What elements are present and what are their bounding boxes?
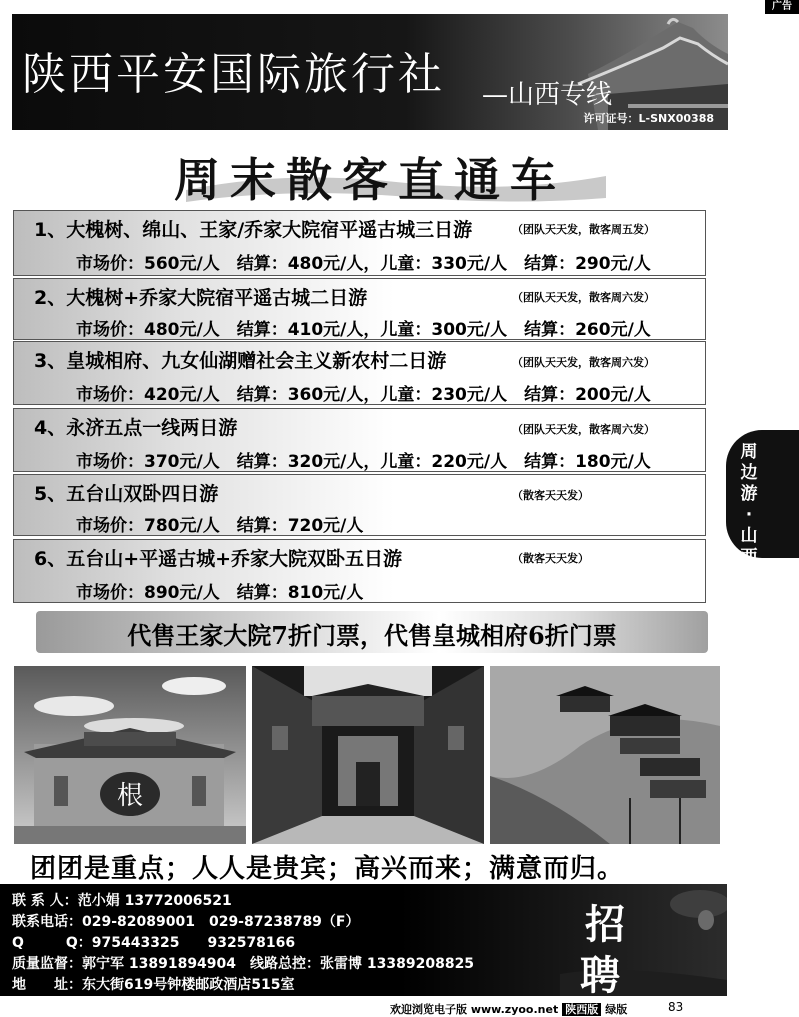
photo-hanging-temple bbox=[490, 666, 720, 844]
tour-item-2 bbox=[13, 278, 706, 340]
contact-phone: 联系电话：029-82089001 029-87238789（F） bbox=[12, 914, 360, 930]
contact-quality-supervision: 质量监督：郭宁军 13891894904 线路总控：张雷博 13389208825 bbox=[12, 956, 475, 972]
ad-tag: 广告 bbox=[765, 0, 799, 14]
tour-price: 市场价：480元/人 结算：410元/人，儿童：300元/人 结算：260元/人 bbox=[76, 320, 651, 340]
slogan: 团团是重点；人人是贵宾；高兴而来；满意而归。 bbox=[30, 854, 625, 884]
side-tab-label: 周边游·山西 bbox=[740, 442, 758, 567]
photo-sign-text: 根 bbox=[116, 781, 144, 811]
tour-name: 4、永济五点一线两日游 bbox=[34, 417, 238, 439]
recruit-char-1: 招 bbox=[585, 901, 625, 948]
tour-name: 6、五台山+平遥古城+乔家大院双卧五日游 bbox=[34, 548, 403, 570]
tour-price: 市场价：890元/人 结算：810元/人 bbox=[76, 583, 364, 603]
tour-price: 市场价：420元/人 结算：360元/人，儿童：230元/人 结算：200元/人 bbox=[76, 385, 651, 405]
footer-color: 绿版 bbox=[605, 1003, 628, 1016]
tour-departure-note: （团队天天发，散客周六发） bbox=[512, 423, 655, 436]
license-number: 许可证号：L-SNX00388 bbox=[583, 112, 714, 125]
tour-departure-note: （散客天天发） bbox=[512, 552, 589, 565]
tour-name: 1、大槐树、绵山、王家/乔家大院宿平遥古城三日游 bbox=[34, 219, 473, 241]
footer-bar bbox=[390, 1001, 627, 1017]
photo-courtyard-alley bbox=[252, 666, 484, 844]
tour-departure-note: （团队天天发，散客周六发） bbox=[512, 356, 655, 369]
contact-qq: Q Q：975443325 932578166 bbox=[12, 935, 296, 951]
tour-item-4 bbox=[13, 408, 706, 472]
recruit-char-2: 聘 bbox=[580, 952, 620, 999]
tour-price: 市场价：370元/人 结算：320元/人，儿童：220元/人 结算：180元/人 bbox=[76, 452, 651, 472]
tour-name: 3、皇城相府、九女仙湖赠社会主义新农村二日游 bbox=[34, 350, 447, 372]
agency-name: 陕西平安国际旅行社 bbox=[22, 49, 445, 100]
tour-name: 5、五台山双卧四日游 bbox=[34, 483, 219, 505]
tour-item-5 bbox=[13, 474, 706, 536]
tour-item-3 bbox=[13, 341, 706, 405]
footer-website[interactable]: 欢迎浏览电子版 www.zyoo.net bbox=[390, 1003, 559, 1016]
tour-item-1 bbox=[13, 210, 706, 276]
tour-departure-note: （团队天天发，散客周五发） bbox=[512, 223, 655, 236]
ticket-banner-text: 代售王家大院7折门票，代售皇城相府6折门票 bbox=[127, 621, 617, 650]
contact-address: 地 址：东大街619号钟楼邮政酒店515室 bbox=[12, 977, 295, 993]
page-number: 83 bbox=[668, 1000, 684, 1014]
side-tab bbox=[726, 430, 799, 558]
tour-price: 市场价：780元/人 结算：720元/人 bbox=[76, 516, 364, 536]
tour-item-6 bbox=[13, 539, 706, 603]
tour-price: 市场价：560元/人 结算：480元/人，儿童：330元/人 结算：290元/人 bbox=[76, 254, 651, 274]
page-title: 周末散客直通车 bbox=[174, 153, 566, 207]
header-banner bbox=[12, 14, 728, 130]
footer-edition: 陕西版 bbox=[562, 1003, 601, 1016]
contact-person: 联 系 人：范小娟 13772006521 bbox=[12, 893, 232, 909]
line-name: —山西专线 bbox=[482, 80, 613, 110]
photo-wang-family-courtyard bbox=[14, 666, 246, 844]
tour-name: 2、大槐树+乔家大院宿平遥古城二日游 bbox=[34, 287, 368, 309]
tour-departure-note: （散客天天发） bbox=[512, 489, 589, 502]
tour-departure-note: （团队天天发，散客周六发） bbox=[512, 291, 655, 304]
